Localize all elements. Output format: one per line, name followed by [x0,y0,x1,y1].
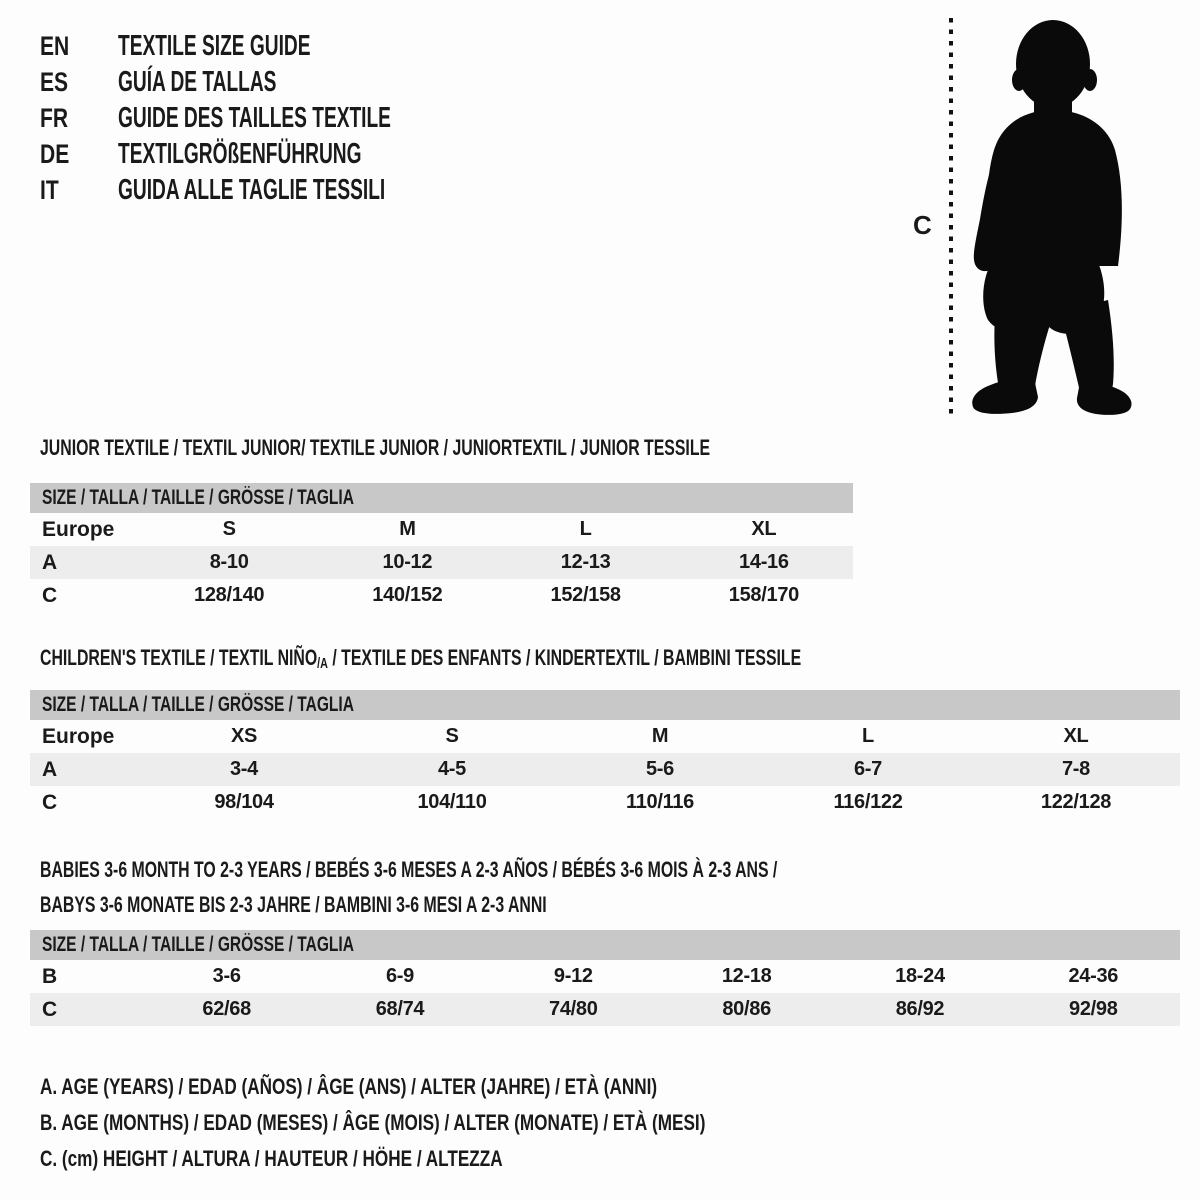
size-cell: 110/116 [626,791,694,813]
size-cell: 152/158 [550,584,621,606]
language-row-de [40,138,532,174]
size-cell: M [651,725,669,747]
table-row [30,579,853,612]
table-row [30,993,1180,1026]
size-cell: 6-7 [853,758,882,780]
measure-c-label: C [913,210,932,240]
size-cell: 6-9 [385,965,414,987]
table-row [30,960,1180,993]
section-title-babies: BABIES 3-6 MONTH TO 2-3 YEARS / BEBÉS 3-6 MESES A 2-3 AÑOS / BÉBÉS 3-6 MOIS À 2-3 ANS / BABYS 3-6 MONATE BIS 2-3 JAHRE / BAMBINI 3-6 MESI A 2-3 ANNI [40,857,778,917]
size-cell: 4-5 [437,758,466,780]
row-label: A [42,550,58,574]
size-cell: 3-6 [212,965,241,987]
language-code: IT [40,175,59,205]
toddler-silhouette [940,14,1140,418]
size-table-header: SIZE / TALLA / TAILLE / GRÖSSE / TAGLIA [30,483,853,513]
language-code: FR [40,103,69,133]
size-cell: 5-6 [645,758,674,780]
size-cell: 122/128 [1040,791,1112,813]
row-label: C [42,997,58,1021]
size-cell: 7-8 [1061,758,1090,780]
guide-title-fr: GUIDE DES TAILLES TEXTILE [118,102,391,134]
row-label: C [42,583,58,607]
size-cell: 9-12 [553,965,593,987]
size-cell: 80/86 [722,998,771,1020]
size-cell: 92/98 [1069,998,1118,1020]
nino-a-subscript: /A [317,655,328,672]
row-label: B [42,964,58,988]
row-label: C [42,790,58,814]
language-row-es [40,66,532,102]
row-label: Europe [42,724,115,748]
language-code: DE [40,139,70,169]
size-cell: 98/104 [214,791,274,813]
size-cell: 14-16 [739,551,789,573]
size-cell: 116/122 [833,791,903,813]
size-cell: XL [1063,725,1089,747]
size-cell: 8-10 [209,551,249,573]
size-cell: 62/68 [202,998,251,1020]
language-row-en [40,30,532,66]
size-cell: 74/80 [549,998,598,1020]
size-cell: L [862,725,874,747]
size-cell: 18-24 [895,965,945,987]
size-cell: 104/110 [417,791,487,813]
size-cell: 140/152 [372,584,443,606]
size-cell: 68/74 [375,998,425,1020]
guide-title-de: TEXTILGRÖßENFÜHRUNG [118,138,362,170]
legend-line-b: B. AGE (MONTHS) / EDAD (MESES) / ÂGE (MOIS) / ALTER (MONATE) / ETÀ (MESI) [40,1110,706,1135]
size-cell: 24-36 [1068,965,1119,987]
guide-title-es: GUÍA DE TALLAS [118,66,277,98]
size-cell: XL [751,518,777,540]
size-cell: M [399,518,416,540]
size-cell: 158/170 [728,584,799,606]
size-cell: 12-13 [560,551,611,573]
size-cell: S [222,518,236,540]
size-cell: 86/92 [895,998,945,1020]
legend-line-c: C. (cm) HEIGHT / ALTURA / HAUTEUR / HÖHE / ALTEZZA [40,1146,503,1171]
guide-title-it: GUIDA ALLE TAGLIE TESSILI [118,174,386,206]
size-cell: 10-12 [382,551,433,573]
size-cell: XS [230,725,258,747]
size-cell: 3-4 [229,758,258,780]
row-label: Europe [42,517,115,541]
junior-size-table [30,483,853,612]
language-code: EN [40,31,70,61]
babies-size-table [30,930,1180,1026]
size-cell: 128/140 [194,584,265,606]
height-measure-figure [940,14,1140,418]
children-size-table [30,690,1180,819]
table-row [30,753,1180,786]
size-cell: 12-18 [721,965,772,987]
legend [40,1074,893,1182]
size-table-header: SIZE / TALLA / TAILLE / GRÖSSE / TAGLIA [30,690,1180,720]
table-row [30,546,853,579]
language-row-it [40,174,532,210]
language-code: ES [40,67,69,97]
size-table-header: SIZE / TALLA / TAILLE / GRÖSSE / TAGLIA [30,930,1180,960]
section-title-junior: JUNIOR TEXTILE / TEXTIL JUNIOR/ TEXTILE JUNIOR / JUNIORTEXTIL / JUNIOR TESSILE [40,435,711,460]
size-cell: L [579,518,592,540]
table-row [30,513,853,546]
section-title-children: CHILDREN'S TEXTILE / TEXTIL NIÑO/A / TEXTILE DES ENFANTS / KINDERTEXTIL / BAMBINI TESSILE [40,645,802,672]
size-cell: S [445,725,459,747]
table-row [30,786,1180,819]
table-row [30,720,1180,753]
language-row-fr [40,102,532,138]
language-title-list [40,30,532,210]
guide-title-en: TEXTILE SIZE GUIDE [118,30,311,62]
row-label: A [42,757,58,781]
legend-line-a: A. AGE (YEARS) / EDAD (AÑOS) / ÂGE (ANS) / ALTER (JAHRE) / ETÀ (ANNI) [40,1074,658,1099]
